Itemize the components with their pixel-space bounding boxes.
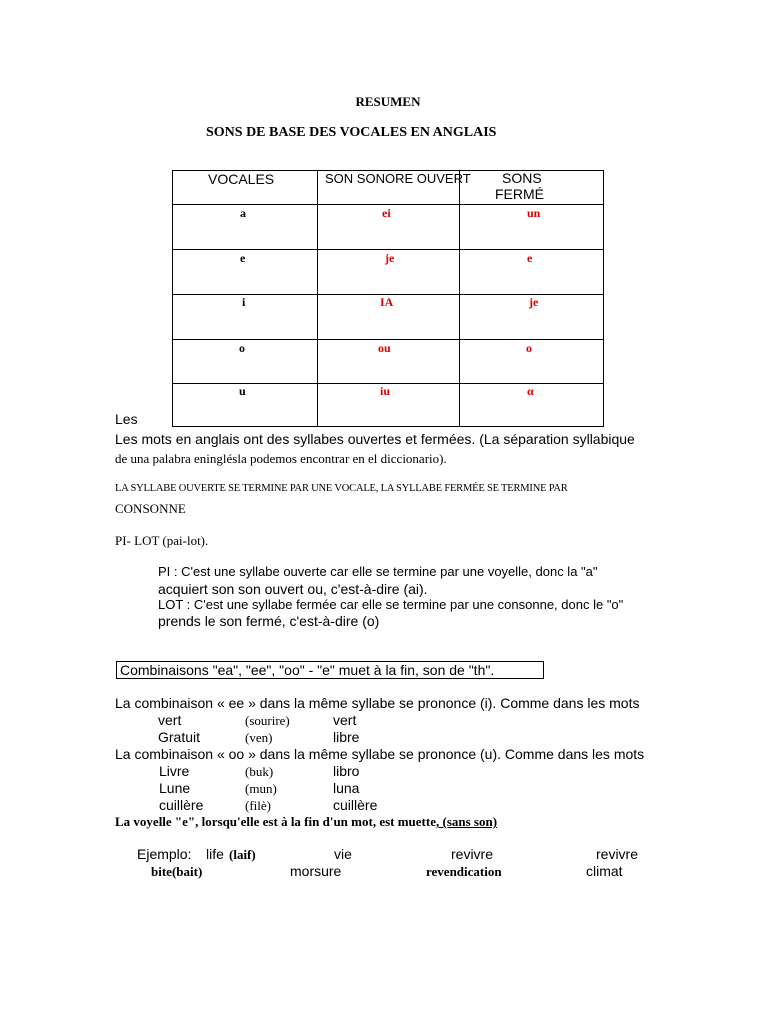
oo-example-pron: (filè): [245, 798, 271, 813]
header-ferme: FERMÉ: [495, 186, 544, 202]
closed-sound-u: α: [527, 384, 534, 398]
rule-line1: LA SYLLABE OUVERTE SE TERMINE PAR UNE VOCALE, LA SYLLABE FERMÉE SE TERMINE PAR: [115, 483, 568, 494]
oo-example-trans: cuillère: [333, 797, 378, 813]
silent-e-rule-tail: , (sans son): [435, 814, 498, 829]
table-col-divider: [317, 170, 318, 427]
ee-example-pron: (ven): [245, 730, 273, 745]
oo-example-pron: (mun): [245, 781, 277, 796]
table-col-divider: [459, 170, 460, 427]
vowel-a: a: [240, 206, 246, 220]
ejemplo-word-revivre: revivre: [451, 846, 494, 862]
oo-example-word: Livre: [159, 763, 190, 779]
table-border-bottom: [172, 426, 604, 427]
intro-paragraph-line1: Les mots en anglais ont des syllabes ouvertes et fermées. (La séparation syllabique: [115, 431, 635, 447]
oo-rule: La combinaison « oo » dans la même syllabe se prononce (u). Comme dans les mots: [115, 746, 645, 762]
ejemplo-trans-revivre: revivre: [596, 846, 639, 862]
lot-explanation-line2: prends le son fermé, c'est-à-dire (o): [158, 613, 380, 629]
header-vocales: VOCALES: [208, 171, 275, 187]
closed-sound-o: o: [526, 341, 532, 355]
oo-example-word: cuillère: [159, 797, 204, 813]
open-sound-a: ei: [382, 206, 391, 220]
table-border-left: [172, 170, 173, 427]
oo-example-pron: (buk): [245, 764, 274, 779]
ee-example-pron: (sourire): [245, 713, 290, 728]
vowel-e: e: [240, 251, 246, 265]
silent-e-rule: [115, 814, 497, 830]
ee-example-trans: vert: [333, 712, 357, 728]
ejemplo-trans-vie: vie: [334, 846, 352, 862]
pi-explanation-line1: PI : C'est une syllabe ouverte car elle se termine par une voyelle, donc la "a": [158, 564, 598, 579]
ee-example-word: vert: [158, 712, 182, 728]
document-title: RESUMEN: [355, 94, 421, 109]
combinations-box: Combinaisons "ea", "ee", "oo" - "e" muet à la fin, son de "th".: [116, 661, 544, 679]
ejemplo-word-bite: bite(bait): [151, 864, 203, 879]
closed-sound-i: je: [529, 295, 539, 309]
document-subtitle: SONS DE BASE DES VOCALES EN ANGLAIS: [206, 125, 497, 140]
ejemplo-label: Ejemplo:: [137, 846, 192, 862]
ee-rule: La combinaison « ee » dans la même syllabe se prononce (i). Comme dans les mots: [115, 695, 640, 711]
table-row-divider: [172, 204, 604, 205]
table-row-divider: [172, 339, 604, 340]
closed-sound-e: e: [527, 251, 533, 265]
oo-example-word: Lune: [159, 780, 191, 796]
vowel-i: i: [242, 295, 246, 309]
table-border-right: [603, 170, 604, 427]
open-sound-i: IA: [380, 295, 394, 309]
vowel-table: [172, 170, 604, 427]
closed-sound-a: un: [527, 206, 541, 220]
open-sound-o: ou: [378, 341, 391, 355]
lot-explanation-line1: LOT : C'est une syllabe fermée car elle se termine par une consonne, donc le "o": [158, 597, 624, 612]
vowel-o: o: [239, 341, 245, 355]
ejemplo-pron-laif: (laif): [229, 847, 256, 862]
pi-explanation-line2: acquiert son son ouvert ou, c'est-à-dire (ai).: [158, 581, 428, 597]
example-word: PI- LOT (pai-lot).: [115, 533, 209, 548]
header-son-sonore-ouvert: SON SONORE OUVERT: [325, 171, 471, 186]
ejemplo-trans-morsure: morsure: [290, 863, 342, 879]
ejemplo-word-revendication: revendication: [426, 864, 502, 879]
header-sons: SONS: [502, 170, 542, 186]
ee-example-trans: libre: [333, 729, 360, 745]
ejemplo-word-life: life: [206, 846, 224, 862]
intro-paragraph-line2: de una palabra eninglésla podemos encontrar en el diccionario).: [115, 451, 447, 466]
silent-e-rule-main: La voyelle "e", lorsqu'elle est à la fin d'un mot, est muette: [115, 814, 436, 829]
ee-example-word: Gratuit: [158, 729, 201, 745]
table-row-divider: [172, 249, 604, 250]
oo-example-trans: luna: [333, 780, 360, 796]
open-sound-e: je: [385, 251, 395, 265]
vowel-u: u: [239, 384, 246, 398]
les-label: Les: [115, 411, 138, 427]
open-sound-u: iu: [380, 384, 391, 398]
ejemplo-trans-climat: climat: [586, 863, 623, 879]
rule-line2: CONSONNE: [115, 501, 186, 516]
oo-example-trans: libro: [333, 763, 360, 779]
